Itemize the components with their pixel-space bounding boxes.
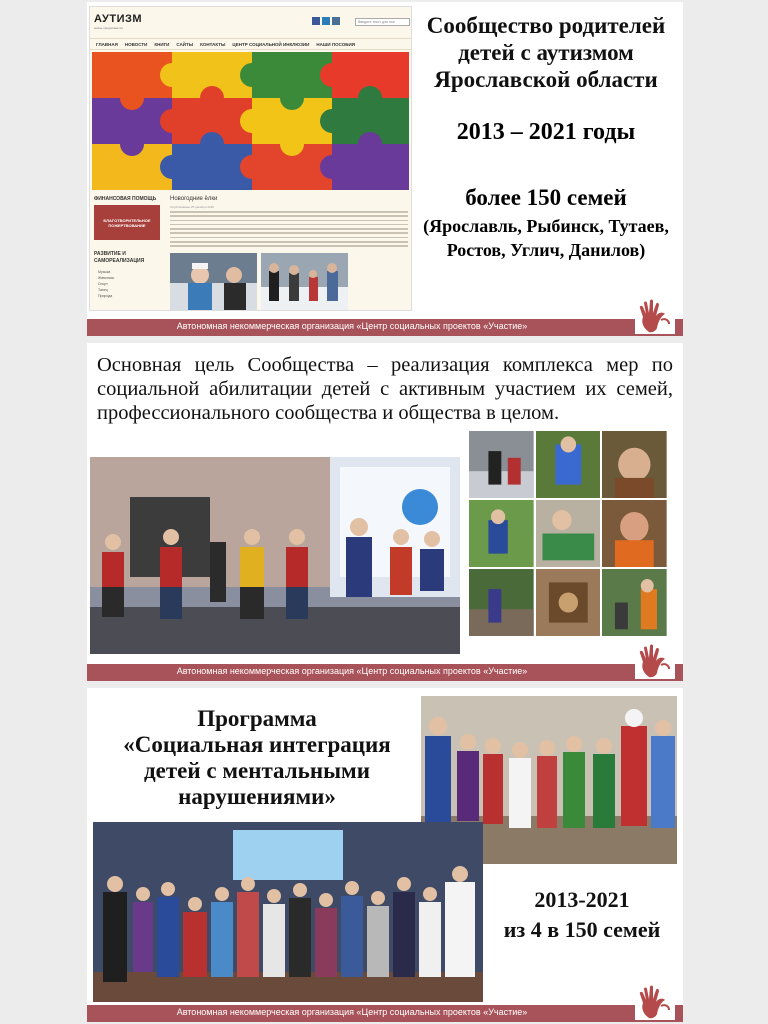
collage-photo xyxy=(469,569,534,636)
nav-item: ЦЕНТР СОЦИАЛЬНОЙ ИНКЛЮЗИИ xyxy=(232,41,310,47)
years-label: 2013 – 2021 годы xyxy=(456,119,636,145)
nav-item: НАШИ ПОСОБИЯ xyxy=(316,41,355,47)
vk-icon xyxy=(332,17,340,25)
sidebar-list-item: Природа xyxy=(98,294,113,298)
sidebar-list-item: Танец xyxy=(98,288,108,292)
donation-banner xyxy=(94,205,160,240)
post-photo-children-winter xyxy=(170,253,257,310)
sidebar-list-item: Музыка xyxy=(98,270,111,274)
collage-photo xyxy=(602,431,667,498)
photo-children-folk-costumes xyxy=(90,457,460,654)
footer-bar xyxy=(87,664,683,681)
facebook-icon xyxy=(312,17,320,25)
nav-item: КОНТАКТЫ xyxy=(200,41,226,47)
program-title: Программа «Социальная интеграция детей с ментальными нарушениями» xyxy=(123,706,391,809)
collage-photo xyxy=(602,569,667,636)
post-text-lines xyxy=(170,211,408,250)
twitter-icon xyxy=(322,17,330,25)
nav-item: ГЛАВНАЯ xyxy=(96,41,118,47)
social-links xyxy=(312,17,340,25)
collage-photo xyxy=(602,500,667,567)
slide-community xyxy=(87,2,683,336)
sidebar-title-finance: ФИНАНСОВАЯ ПОМОЩЬ xyxy=(94,196,157,202)
cities-list: (Ярославль, Рыбинск, Тутаев, Ростов, Углич, Данилов) xyxy=(423,216,669,260)
goal-text: Основная цель Сообщества – реализация комплекса мер по социальной абилитации детей с активным участием их семей, профессионального сообщества и общества в целом. xyxy=(97,354,673,424)
footer-text: Автономная некоммерческая организация «Центр социальных проектов «Участие» xyxy=(176,321,528,331)
site-search-input: Введите текст для пои xyxy=(355,18,410,26)
nav-item: НОВОСТИ xyxy=(124,41,148,47)
footer-text: Автономная некоммерческая организация «Центр социальных проектов «Участие» xyxy=(176,666,528,676)
program-stats xyxy=(487,885,677,945)
sidebar-list-item: Живопись xyxy=(98,276,115,280)
hand-logo-icon xyxy=(635,984,675,1020)
photo-group-families xyxy=(93,822,483,1002)
nav-item: КНИГИ xyxy=(154,41,170,47)
website-screenshot xyxy=(89,6,412,311)
donation-banner-text: БЛАГОТВОРИТЕЛЬНОЕ ПОЖЕРТВОВАНИЕ xyxy=(103,218,151,228)
sidebar-title-development: РАЗВИТИЕ И САМОРЕАЛИЗАЦИЯ xyxy=(94,251,145,264)
footer-bar xyxy=(87,319,683,336)
puzzle-hero-image xyxy=(92,52,409,190)
footer-bar xyxy=(87,1005,683,1022)
collage-photo xyxy=(469,500,534,567)
slide-goal xyxy=(87,343,683,681)
site-nav xyxy=(90,38,411,50)
collage-photo xyxy=(536,569,601,636)
slide-program xyxy=(87,688,683,1022)
post-photo-people-snow xyxy=(261,253,348,310)
post-date: Опубликовано 25 декабря 2020 xyxy=(170,205,215,209)
nav-item: САЙТЫ xyxy=(176,41,194,47)
collage-photo xyxy=(469,431,534,498)
collage-photo xyxy=(536,500,601,567)
community-heading: Сообщество родителей детей с аутизмом Ярославской области xyxy=(426,13,666,92)
hand-logo-icon xyxy=(635,298,675,334)
photo-collage xyxy=(469,431,667,636)
sidebar-list xyxy=(98,269,114,299)
hand-logo-icon xyxy=(635,643,675,679)
sidebar-list-item: Спорт xyxy=(98,282,108,286)
footer-text: Автономная некоммерческая организация «Центр социальных проектов «Участие» xyxy=(176,1007,528,1017)
program-years: 2013-2021 xyxy=(534,887,630,912)
site-tagline: жизнь продолжается xyxy=(94,26,123,30)
post-title: Новогодние ёлки xyxy=(170,196,218,202)
program-growth: из 4 в 150 семей xyxy=(503,917,661,942)
collage-photo xyxy=(536,431,601,498)
families-count: более 150 семей xyxy=(465,185,627,210)
site-logo: АУТИЗМ xyxy=(94,13,143,25)
